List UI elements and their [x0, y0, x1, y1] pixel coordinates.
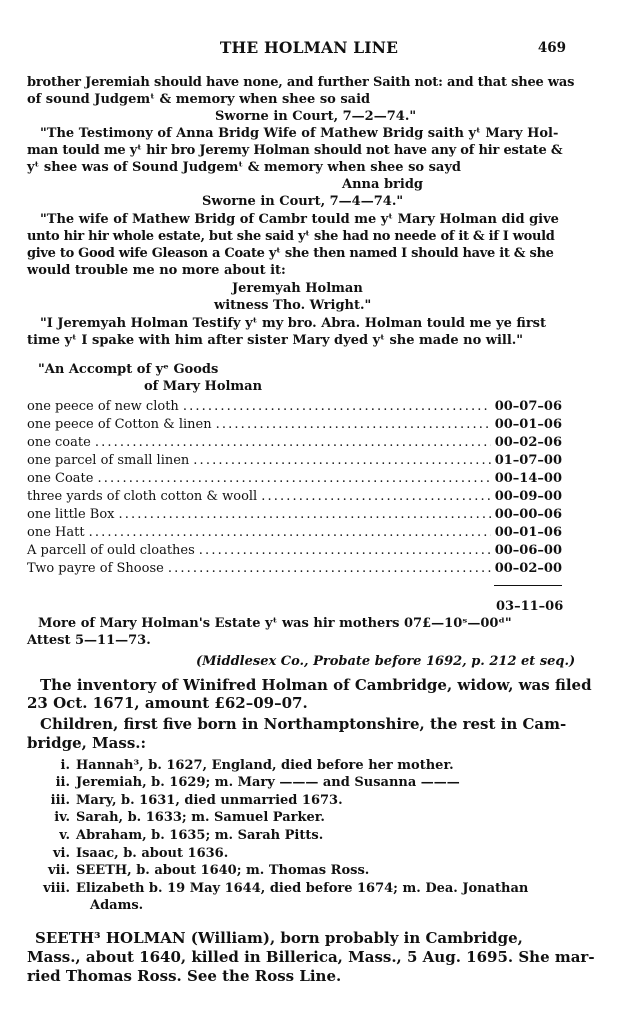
accompt-item: Two payre of Shoose . . . 00–02–00: [27, 560, 562, 577]
testimony-line: time yᵗ I spake with him after sister Mary dyed yᵗ she made no will.": [27, 333, 524, 348]
testimony-line: of sound Judgemᵗ & memory when shee so said: [27, 92, 371, 107]
testimony-line: Jeremyah Holman: [232, 281, 363, 296]
child-entry: ii. Jeremiah, b. 1629; m. Mary ——— and Susanna ———: [55, 775, 460, 790]
accompt-item: three yards of cloth cotton & wooll . . . 00–09–00: [27, 488, 562, 505]
testimony-line: yᵗ shee was of Sound Judgemᵗ & memory when shee so sayd: [27, 160, 461, 175]
testimony-line: "The wife of Mathew Bridg of Cambr tould me yᵗ Mary Holman did give: [40, 212, 559, 227]
child-entry: viii. Elizabeth b. 19 May 1644, died before 1674; m. Dea. Jonathan: [43, 881, 529, 896]
accompt-item: one Coate . . . 00–14–00: [27, 470, 562, 487]
seeth-paragraph: SEETH³ HOLMAN (William), born probably in Cambridge,: [35, 929, 523, 947]
children-intro: bridge, Mass.:: [27, 734, 147, 752]
running-header: THE HOLMAN LINE: [219, 38, 399, 57]
accompt-item: one coate . . . 00–02–06: [27, 434, 562, 451]
accompt-item: one peece of Cotton & linen . . . 00–01–06: [27, 416, 562, 433]
seeth-paragraph: Mass., about 1640, killed in Billerica, Mass., 5 Aug. 1695. She mar-: [27, 948, 595, 966]
child-entry-continuation: Adams.: [90, 898, 144, 913]
page-number: 469: [537, 40, 566, 56]
testimony-line: would trouble me no more about it:: [27, 263, 286, 278]
testimony-line: Sworne in Court, 7—2—74.": [215, 109, 417, 124]
testimony-line: give to Good wife Gleason a Coate yᵗ she then named I should have it & she: [27, 246, 554, 261]
accompt-heading: of Mary Holman: [144, 379, 263, 394]
testimony-line: brother Jeremiah should have none, and further Saith not: and that shee was: [27, 75, 575, 90]
accompt-item: one Hatt . . . 00–01–06: [27, 524, 562, 541]
children-intro: Children, first five born in Northamptonshire, the rest in Cam-: [40, 715, 567, 733]
total-rule: [494, 585, 562, 586]
accompt-item: one little Box . . . 00–00–06: [27, 506, 562, 523]
attest-line: Attest 5—11—73.: [27, 633, 151, 648]
child-entry: i. Hannah³, b. 1627, England, died before her mother.: [60, 758, 454, 773]
testimony-line: "I Jeremyah Holman Testify yᵗ my bro. Abra. Holman tould me ye first: [40, 316, 546, 331]
testimony-line: "The Testimony of Anna Bridg Wife of Mathew Bridg saith yᵗ Mary Hol-: [40, 126, 559, 141]
accompt-heading: "An Accompt of yᵉ Goods: [38, 362, 219, 377]
testimony-line: witness Tho. Wright.": [214, 298, 372, 313]
testimony-line: Anna bridg: [342, 177, 423, 192]
child-entry: v. Abraham, b. 1635; m. Sarah Pitts.: [59, 828, 324, 843]
testimony-line: Sworne in Court, 7—4—74.": [202, 194, 404, 209]
testimony-line: man tould me yᵗ hir bro Jeremy Holman should not have any of hir estate &: [27, 143, 563, 158]
testimony-line: unto hir hir whole estate, but she said yᵗ she had no neede of it & if I would: [27, 229, 555, 244]
accompt-item: A parcell of ould cloathes . . . 00–06–00: [27, 542, 562, 559]
accompt-item: one parcel of small linen . . . 01–07–00: [27, 452, 562, 469]
child-entry: vii. SEETH, b. about 1640; m. Thomas Ross.: [48, 863, 370, 878]
source-citation: (Middlesex Co., Probate before 1692, p. 212 et seq.): [196, 654, 576, 669]
child-entry: iv. Sarah, b. 1633; m. Samuel Parker.: [54, 810, 325, 825]
child-entry: iii. Mary, b. 1631, died unmarried 1673.: [50, 793, 343, 808]
accompt-item: one peece of new cloth . . . 00–07–06: [27, 398, 562, 415]
accompt-total: 03–11–06: [496, 599, 564, 614]
more-estate-line: More of Mary Holman's Estate yᵗ was hir mothers 07£—10ˢ—00ᵈ": [38, 616, 512, 631]
child-entry: vi. Isaac, b. about 1636.: [52, 846, 229, 861]
inventory-text: 23 Oct. 1671, amount £62–09–07.: [27, 694, 308, 712]
seeth-paragraph: ried Thomas Ross. See the Ross Line.: [27, 967, 342, 985]
inventory-text: The inventory of Winifred Holman of Cambridge, widow, was filed: [40, 676, 592, 694]
